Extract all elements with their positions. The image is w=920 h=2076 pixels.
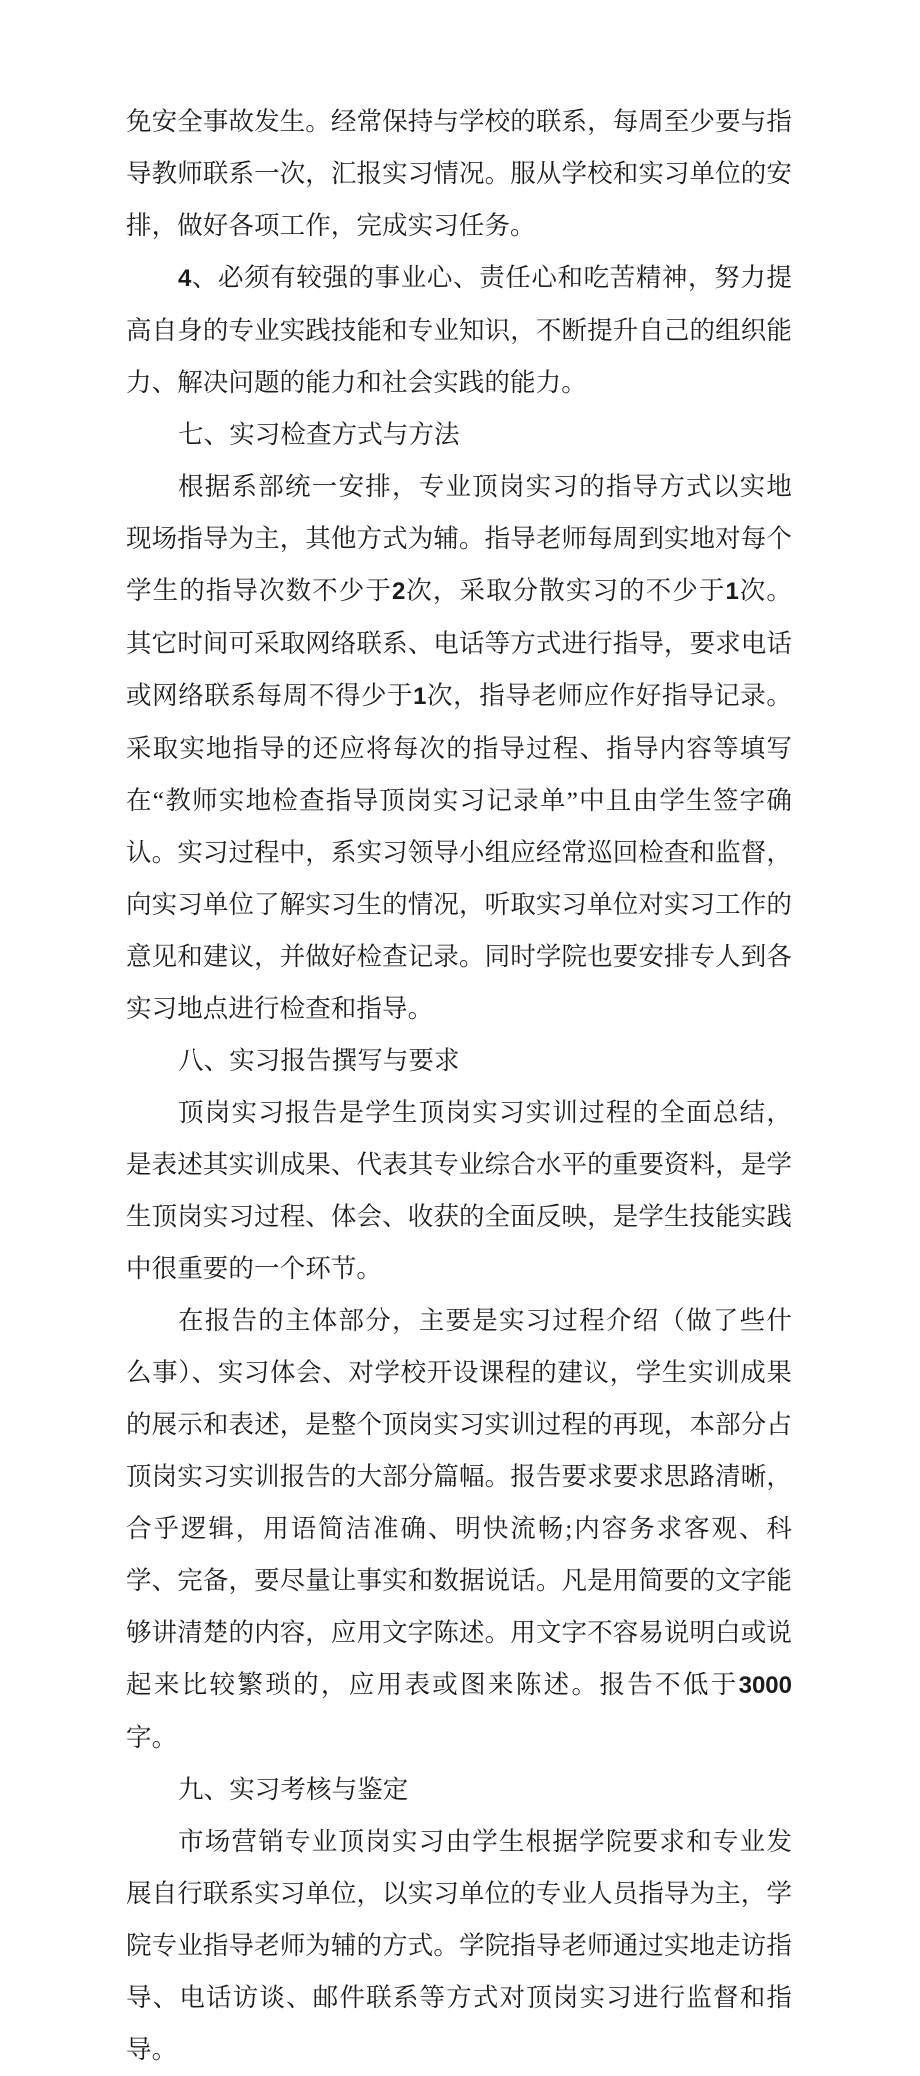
inline-number: 1	[725, 578, 739, 605]
paragraph-item-4	[126, 252, 792, 409]
paragraph-text: 、必须有较强的事业心、责任心和吃苦精神，努力提高自身的专业实践技能和专业知识，不断提升自己的组织能力、解决问题的能力和社会实践的能力。	[126, 263, 792, 397]
paragraph-report-body: 在报告的主体部分，主要是实习过程介绍（做了些什么事）、实习体会、对学校开设课程的建议，学生实训成果的展示和表述，是整个顶岗实习实训过程的再现，本部分占顶岗实习实训报告的大部分篇幅。报告要求要求思路清晰，合乎逻辑，用语简洁准确、明快流畅;内容务求客观、科学、完备，要尽量让事实和数据说话。凡是用简要的文字能够讲清楚的内容，应用文字陈述。用文字不容易说明白或说起来比较繁琐的，应用表或图来陈述。报告不低于3000字。	[126, 1306, 792, 1752]
document-text-column	[126, 96, 792, 2076]
paragraph-report-overview: 顶岗实习报告是学生顶岗实习实训过程的全面总结，是表述其实训成果、代表其专业综合水平的重要资料，是学生顶岗实习过程、体会、收获的全面反映，是学生技能实践中很重要的一个环节。	[126, 1098, 792, 1283]
heading-section-seven: 七、实习检查方式与方法	[178, 420, 460, 449]
paragraph-section-seven-body: 根据系部统一安排，专业顶岗实习的指导方式以实地现场指导为主，其他方式为辅。指导老师每周到实地对每个学生的指导次数不少于2次，采取分散实习的不少于1次。其它时间可采取网络联系、电话等方式进行指导，要求电话或网络联系每周不得少于1次，指导老师应作好指导记录。采取实地指导的还应将每次的指导过程、指导内容等填写在“教师实地检查指导顶岗实习记录单”中且由学生签字确认。实习过程中，系实习领导小组应经常巡回检查和监督，向实习单位了解实习生的情况，听取实习单位对实习工作的意见和建议，并做好检查记录。同时学院也要安排专人到各实习地点进行检查和指导。	[126, 472, 793, 1023]
list-number: 4	[178, 265, 192, 292]
paragraph-continuation: 免安全事故发生。经常保持与学校的联系，每周至少要与指导教师联系一次，汇报实习情况。服从学校和实习单位的安排，做好各项工作，完成实习任务。	[126, 107, 792, 240]
inline-number: 1	[413, 683, 427, 710]
paragraph-section-nine-body: 市场营销专业顶岗实习由学生根据学院要求和专业发展自行联系实习单位，以实习单位的专业人员指导为主，学院专业指导老师为辅的方式。学院指导老师通过实地走访指导、电话访谈、邮件联系等方式对顶岗实习进行监督和指导。	[126, 1827, 792, 2064]
heading-section-eight: 八、实习报告撰写与要求	[178, 1046, 460, 1075]
inline-number: 3000	[738, 1672, 792, 1699]
inline-number: 2	[391, 578, 406, 605]
heading-section-nine: 九、实习考核与鉴定	[178, 1775, 409, 1804]
